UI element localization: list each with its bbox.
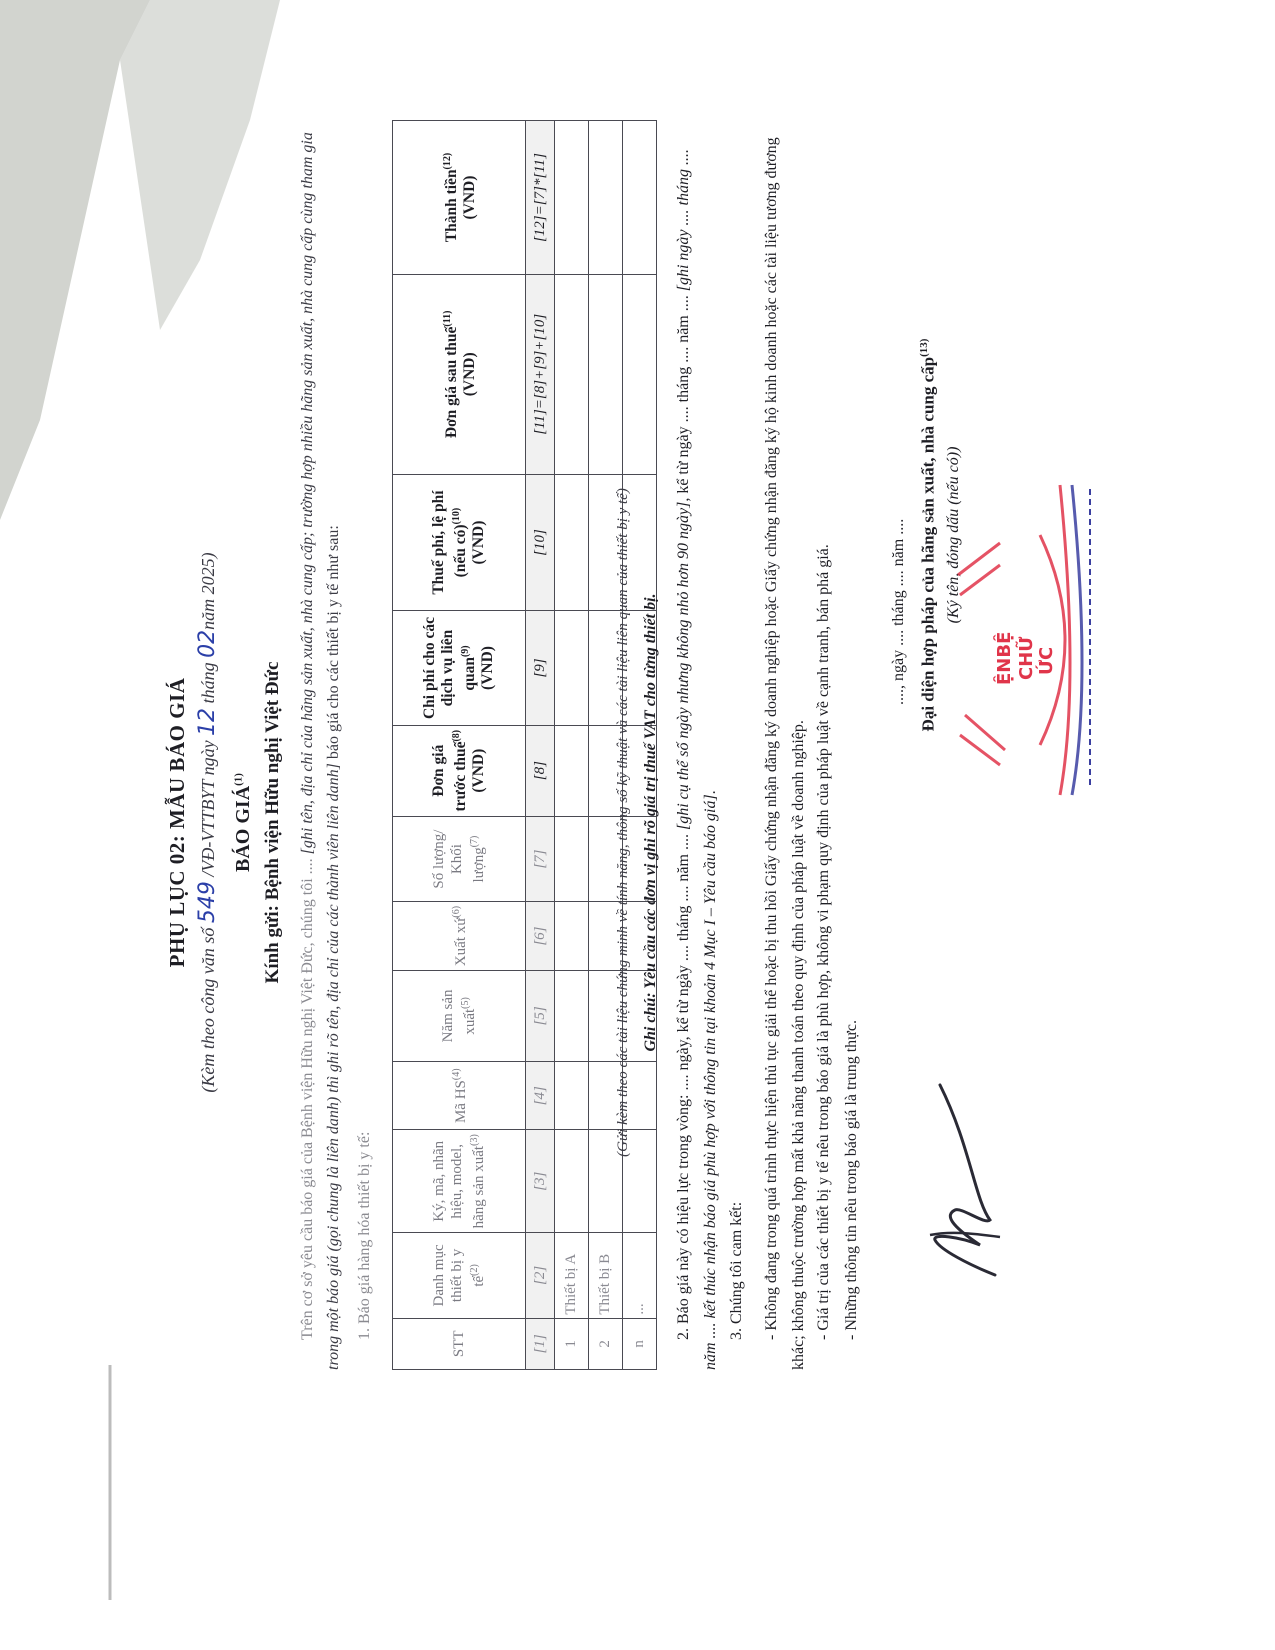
index-cell: [5] — [526, 970, 555, 1061]
table-header-cell — [393, 474, 526, 611]
index-cell: [12]=[7]*[11] — [526, 121, 555, 275]
index-cell: [9] — [526, 611, 555, 725]
header-label: STT — [451, 1330, 467, 1358]
index-cell: [10] — [526, 474, 555, 611]
row-empty-cell — [555, 1062, 589, 1130]
table-header-cell — [393, 611, 526, 725]
company-stamp — [940, 475, 1110, 805]
rotated-document-page — [110, 80, 1120, 1565]
header-sup: (8) — [450, 729, 462, 742]
validity-part-e: . — [702, 790, 719, 795]
recipient: Kính gửi: Bệnh viện Hữu nghị Việt Đức — [262, 661, 283, 984]
index-cell: [4] — [526, 1062, 555, 1130]
validity-part-b: [ghi cụ thể số ngày nhưng không nhỏ hơn 90 ngày] — [675, 501, 692, 831]
document-title: PHỤ LỤC 02: MẪU BÁO GIÁ — [165, 677, 189, 968]
index-cell: [6] — [526, 902, 555, 970]
intro-part-1: Trên cơ sở yêu cầu báo giá của Bệnh viện Hữu nghị Việt Đức, chúng tôi .... — [299, 858, 316, 1340]
heading — [232, 80, 255, 1565]
validity-paragraph — [670, 120, 724, 1370]
index-cell: [1] — [526, 1318, 555, 1369]
item-1-label: 1. Báo giá hàng hóa thiết bị y tế: — [356, 1131, 373, 1340]
row-name: ... — [623, 1233, 657, 1319]
header-label: Danh mục thiết bị y tế — [431, 1244, 487, 1307]
header-sup: (4) — [451, 1068, 462, 1081]
row-empty-cell — [555, 725, 589, 816]
index-cell: [11]=[8]+[9]+[10] — [526, 275, 555, 475]
header-label: Đơn giá sau thuế — [443, 326, 461, 439]
header-label: Chi phí cho các dịch vụ liên quan — [420, 616, 479, 720]
header-unit: (VND) — [470, 748, 488, 793]
row-empty-cell — [555, 275, 589, 475]
row-name: Thiết bị B — [589, 1233, 623, 1319]
header-sup: (10) — [450, 507, 462, 525]
header-label: Đơn giá trước thuế — [429, 741, 470, 812]
intro-part-2: [ghi tên, địa chỉ của hãng sản xuất, nhà cung cấp; trường hợp nhiều hãng sản xuất, nhà cung cấp cùng tham gia trong một báo giá (gọi chung là liên danh) thì ghi rõ tên, địa chỉ của các thành viên liên danh] — [299, 132, 342, 1370]
row-empty-cell — [555, 611, 589, 725]
index-cell: [8] — [526, 725, 555, 816]
row-stt: n — [623, 1318, 657, 1369]
index-cell: [7] — [526, 816, 555, 902]
attachment-note: (Gửi kèm theo các tài liệu chứng minh về tính năng, thông số kỹ thuật và các tài liệu liên quan của thiết bị y tế) — [615, 488, 631, 1157]
row-stt: 1 — [555, 1318, 589, 1369]
table-header-cell — [393, 1233, 526, 1319]
table-header-cell — [393, 970, 526, 1061]
commitment-item-1: - Không đang trong quá trình thực hiện thủ tục giải thể hoặc bị thu hồi Giấy chứng nhận đăng ký doanh nghiệp hoặc Giấy chứng nhận đăng ký hộ kinh doanh hoặc các tài liệu tương đương khác; không thuộc trường hợp mất khả năng thanh toán theo quy định của pháp luật về doanh nghiệp. — [763, 137, 807, 1370]
row-empty-cell — [555, 970, 589, 1061]
header-unit: (VND) — [479, 646, 497, 690]
validity-part-a: 2. Báo giá này có hiệu lực trong vòng: .... ngày, kể từ ngày .... tháng .... năm .... — [675, 834, 692, 1340]
header-unit: (VND) — [461, 352, 479, 397]
intro-part-3: báo giá cho các thiết bị y tế như sau: — [325, 525, 342, 760]
subtitle-mid2: tháng — [198, 662, 218, 704]
header-sup: (9) — [459, 645, 471, 658]
stamp-text-3: ỨC — [1036, 646, 1057, 675]
table-header-cell — [393, 121, 526, 275]
table-header-cell — [393, 902, 526, 970]
sign-note: (Ký tên, đóng dấu (nếu có)) — [945, 446, 962, 624]
heading-text: BÁO GIÁ — [232, 785, 254, 872]
table-header-cell — [393, 1318, 526, 1369]
commitment-item-3: - Những thông tin nêu trong báo giá là trung thực. — [843, 1020, 860, 1340]
header-label: Số lượng/ Khối lượng — [431, 829, 487, 889]
stamp-text-2: CHỮ — [1016, 636, 1037, 680]
header-label: Ký, mã, nhãn hiệu, model, hãng sản xuất — [431, 1140, 487, 1229]
header-sup: (11) — [441, 310, 453, 327]
handwritten-day: 12 — [195, 707, 220, 736]
signer-sup: (13) — [918, 338, 930, 357]
subtitle-prefix: (Kèm theo công văn số — [198, 927, 218, 1093]
subtitle-suffix: năm 2025) — [198, 552, 218, 630]
header-unit: (VND) — [461, 175, 479, 220]
header-label: Năm sản xuất — [440, 989, 478, 1043]
commitment-item-2: - Giá trị của các thiết bị y tế nêu trong báo giá là phù hợp, không vi phạm quy định của pháp luật về cạnh tranh, bán phá giá. — [815, 544, 832, 1340]
handwritten-number: 549 — [195, 881, 220, 924]
index-cell: [3] — [526, 1130, 555, 1233]
table-header-cell — [393, 1062, 526, 1130]
header-sup: (5) — [460, 997, 471, 1009]
handwritten-signature — [900, 1075, 1030, 1295]
header-label: Mã HS — [453, 1080, 469, 1124]
header-label: Xuất xứ — [453, 917, 469, 967]
table-header-cell — [393, 1130, 526, 1233]
row-name: Thiết bị A — [555, 1233, 589, 1319]
header-sup: (6) — [451, 905, 462, 918]
validity-part-d: [ghi ngày .... tháng .... năm .... kết thúc nhận báo giá phù hợp với thông tin tại khoản 4 Mục I – Yêu cầu báo giá] — [675, 149, 719, 1370]
row-empty-cell — [555, 474, 589, 611]
table-index-row — [526, 121, 555, 1370]
subtitle-mid1: /VĐ-VTTBYT ngày — [198, 740, 218, 877]
table-header-cell — [393, 275, 526, 475]
header-sup: (3) — [469, 1134, 480, 1146]
header-sup: (2) — [469, 1264, 480, 1276]
handwritten-month: 02 — [195, 629, 220, 658]
stamp-text-1: ỆNBỆ — [994, 631, 1015, 685]
vat-note: Ghi chú: Yêu cầu các đơn vị ghi rõ giá trị thuế VAT cho từng thiết bị. — [642, 593, 659, 1052]
table-header-cell — [393, 816, 526, 902]
header-sup: (12) — [441, 152, 453, 170]
row-empty-cell — [555, 902, 589, 970]
commitment-heading: 3. Chúng tôi cam kết: — [728, 1201, 745, 1340]
row-empty-cell — [555, 1130, 589, 1233]
date-line: ...., ngày .... tháng .... năm .... — [890, 518, 907, 705]
validity-part-c: , kể từ ngày .... tháng .... năm .... — [675, 295, 692, 502]
row-empty-cell — [555, 816, 589, 902]
table-header-cell — [393, 725, 526, 816]
index-cell: [2] — [526, 1233, 555, 1319]
row-empty-cell — [555, 121, 589, 275]
row-stt: 2 — [589, 1318, 623, 1369]
table-header-row — [393, 121, 526, 1370]
header-label: Thuế phí, lệ phí (nếu có) — [429, 490, 470, 595]
header-label: Thành tiền — [443, 169, 461, 243]
intro-paragraph — [295, 120, 347, 1370]
table-row — [555, 121, 589, 1370]
signer-title — [918, 235, 939, 835]
document-subtitle — [195, 80, 220, 1565]
heading-sup: (1) — [232, 773, 245, 786]
header-unit: (VND) — [470, 520, 488, 565]
signer-text: Đại diện hợp pháp của hãng sản xuất, nhà cung cấp — [918, 356, 938, 732]
header-sup: (7) — [469, 835, 480, 848]
